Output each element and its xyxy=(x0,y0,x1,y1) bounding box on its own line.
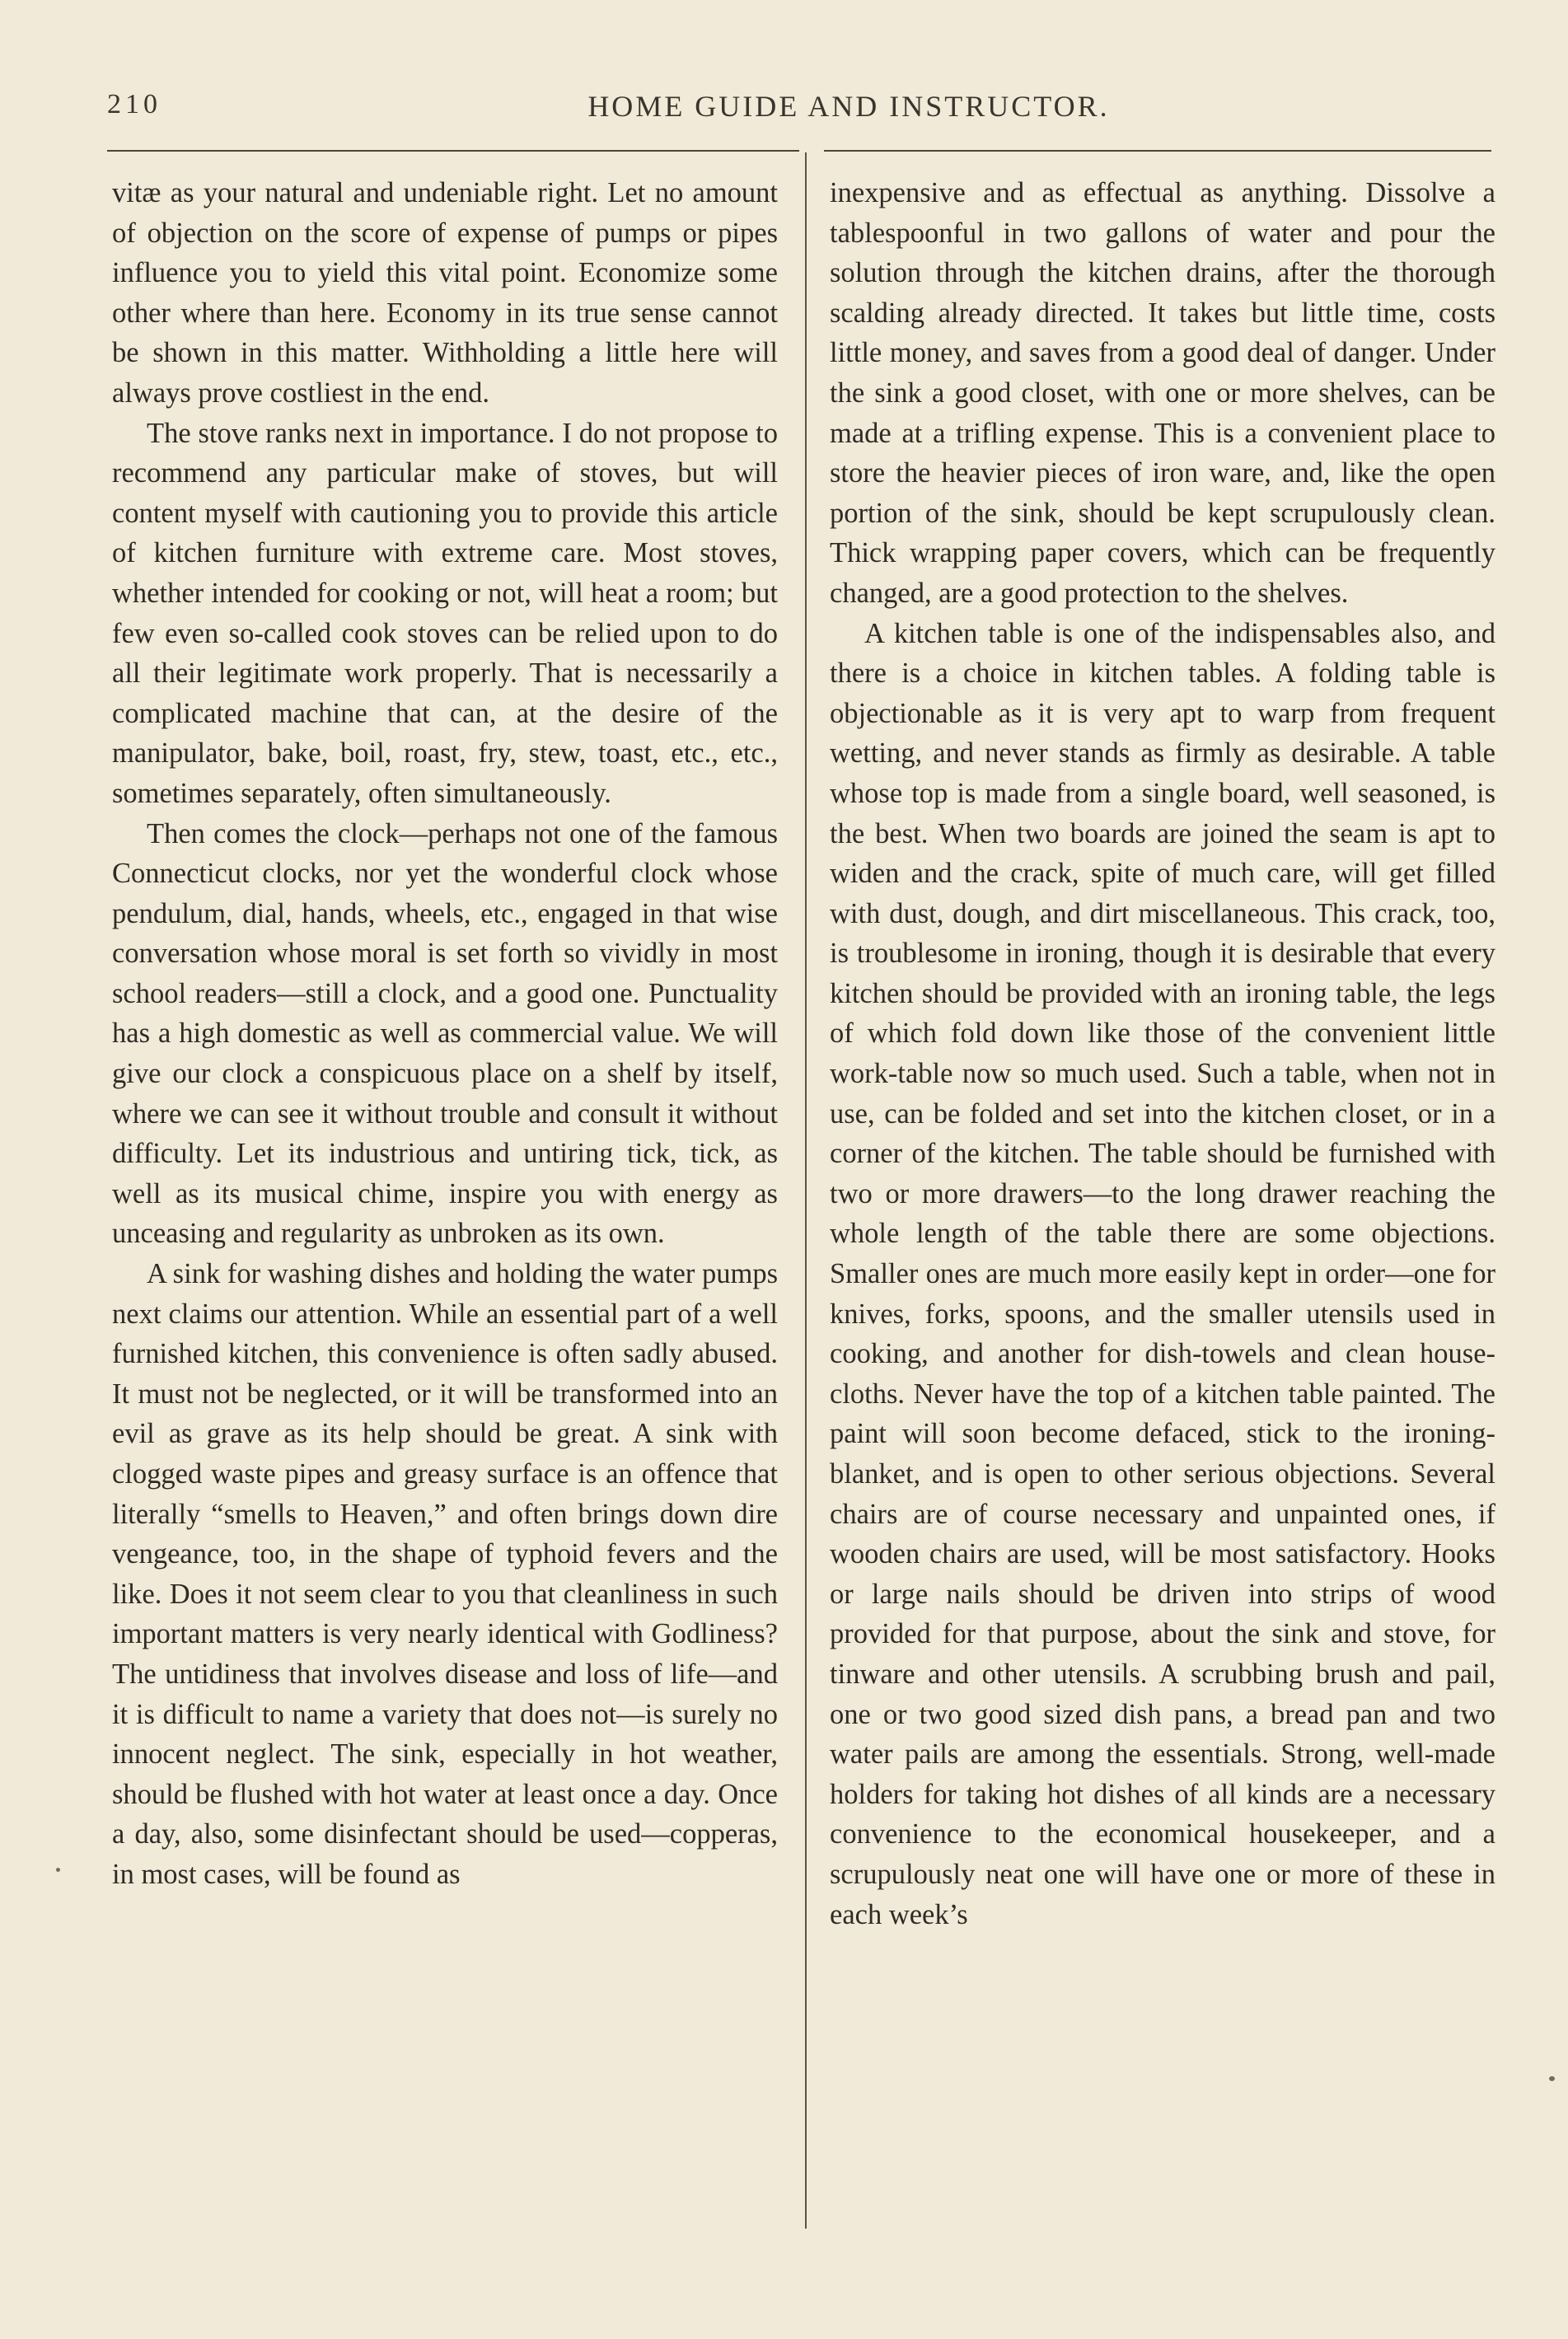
running-title: HOME GUIDE AND INSTRUCTOR. xyxy=(587,90,1110,123)
left-column xyxy=(112,173,778,1895)
paragraph: A kitchen table is one of the indispensables also, and there is a choice in kitchen tables. A folding table is objectionable as it is very apt to warp from frequent wetting, and never stands as firmly as desirable. A table whose top is made from a single board, well seasoned, is the best. When two boards are joined the seam is apt to widen and the crack, spite of much care, will get filled with dust, dough, and dirt miscellaneous. This crack, too, is troublesome in ironing, though it is desirable that every kitchen should be provided with an ironing table, the legs of which fold down like those of the convenient little work-table now so much used. Such a table, when not in use, can be folded and set into the kitchen closet, or in a corner of the kitchen. The table should be furnished with two or more drawers—to the long drawer reaching the whole length of the table there are some objections. Smaller ones are much more easily kept in order—one for knives, forks, spoons, and the smaller utensils used in cooking, and another for dish-towels and clean house-cloths. Never have the top of a kitchen table painted. The paint will soon become defaced, stick to the ironing-blanket, and is open to other serious objections. Several chairs are of course necessary and unpainted ones, if wooden chairs are used, will be most satisfactory. Hooks or large nails should be driven into strips of wood provided for that purpose, about the sink and stove, for tinware and other utensils. A scrubbing brush and pail, one or two good sized dish pans, a bread pan and two water pails are among the essentials. Strong, well-made holders for taking hot dishes of all kinds are a necessary convenience to the economical housekeeper, and a scrupulously neat one will have one or more of these in each week’s xyxy=(830,617,1495,1930)
speck xyxy=(1549,2076,1555,2081)
speck xyxy=(56,1868,60,1872)
page-header xyxy=(107,89,1491,130)
paragraph: vitæ as your natural and undeniable right. Let no amount of objection on the score of expense of pumps or pipes influence you to yield this vital point. Economize some other where than here. Economy in its true sense cannot be shown in this matter. Withholding a little here will always prove costliest in the end. xyxy=(112,177,778,409)
page-number: 210 xyxy=(107,89,161,119)
paragraph: A sink for washing dishes and holding the water pumps next claims our attention. While an essential part of a well furnished kitchen, this convenience is often sadly abused. It must not be neglected, or it will be transformed into an evil as grave as its help should be great. A sink with clogged waste pipes and greasy surface is an offence that literally “smells to Heaven,” and often brings down dire vengeance, too, in the shape of typhoid fevers and the like. Does it not seem clear to you that cleanliness in such important matters is very nearly identical with Godliness? The untidiness that involves disease and loss of life—and it is difficult to name a variety that does not—is surely no innocent neglect. The sink, especially in hot weather, should be flushed with hot water at least once a day. Once a day, also, some disinfectant should be used—copperas, in most cases, will be found as xyxy=(112,1258,778,1890)
right-column xyxy=(830,173,1495,1934)
paragraph: Then comes the clock—perhaps not one of the famous Connecticut clocks, nor yet the wonderful clock whose pendulum, dial, hands, wheels, etc., engaged in that wise conversation whose moral is set forth so vividly in most school readers—still a clock, and a good one. Punctuality has a high domestic as well as commercial value. We will give our clock a conspicuous place on a shelf by itself, where we can see it without trouble and consult it without difficulty. Let its industrious and untiring tick, tick, as well as its musical chime, inspire you with energy as unceasing and regularity as unbroken as its own. xyxy=(112,817,778,1250)
header-rule-left xyxy=(107,150,799,152)
paragraph: inexpensive and as effectual as anything. Dissolve a tablespoonful in two gallons of water and pour the solution through the kitchen drains, after the thorough scalding already directed. It takes but little time, costs little money, and saves from a good deal of danger. Under the sink a good closet, with one or more shelves, can be made at a trifling expense. This is a convenient place to store the heavier pieces of iron ware, and, like the open portion of the sink, should be kept scrupulously clean. Thick wrapping paper covers, which can be frequently changed, are a good protection to the shelves. xyxy=(830,177,1495,609)
column-divider xyxy=(805,152,807,2229)
paragraph: The stove ranks next in importance. I do not propose to recommend any particular make of stoves, but will content myself with cautioning you to provide this article of kitchen furniture with extreme care. Most stoves, whether intended for cooking or not, will heat a room; but few even so-called cook stoves can be relied upon to do all their legitimate work properly. That is necessarily a complicated machine that can, at the desire of the manipulator, bake, boil, roast, fry, stew, toast, etc., etc., sometimes separately, often simultaneously. xyxy=(112,417,778,809)
header-rule-right xyxy=(824,150,1491,152)
